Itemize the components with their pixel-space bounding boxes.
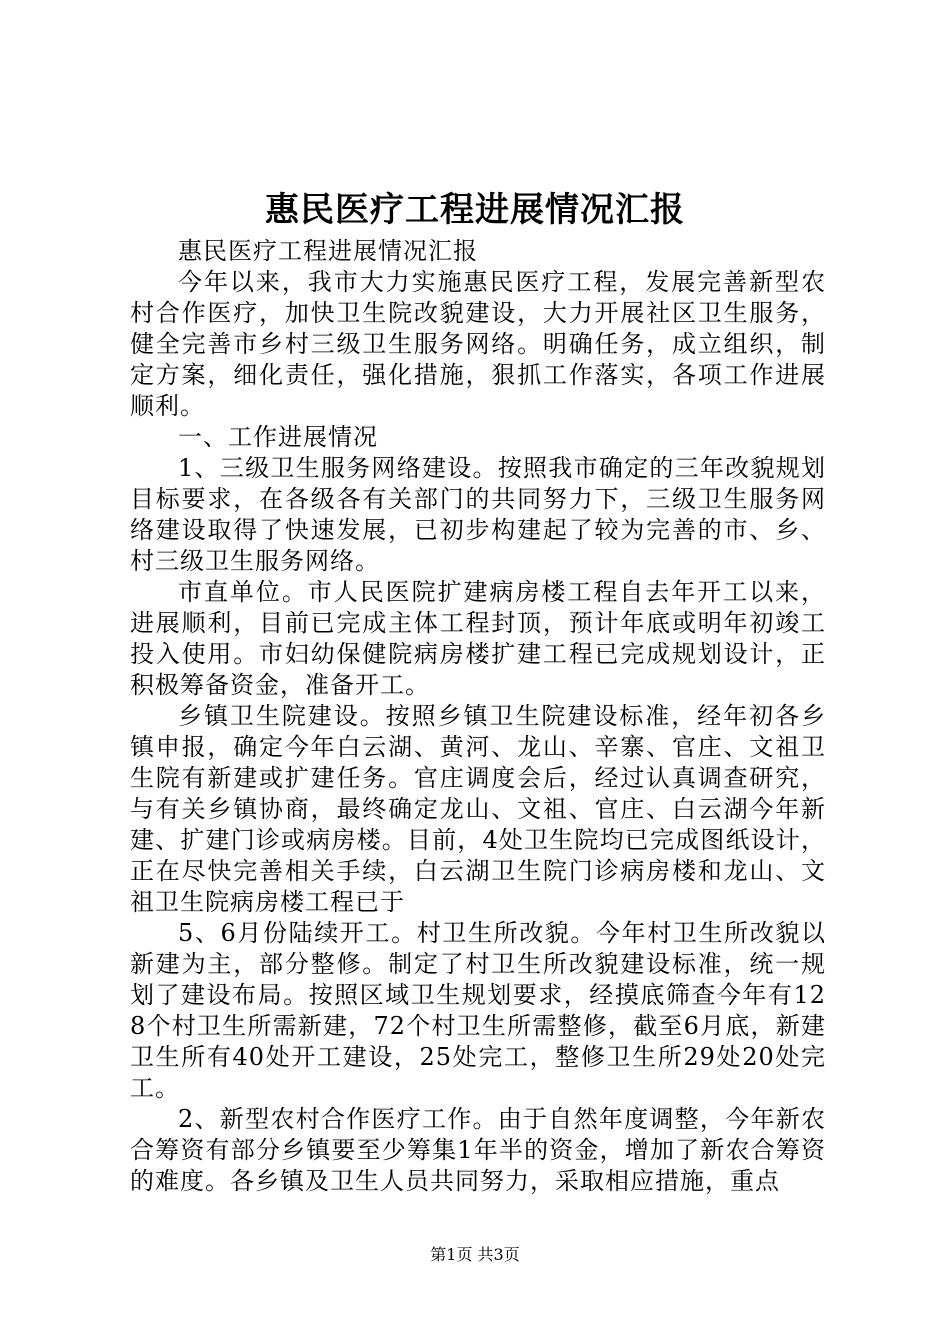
document-title: 惠民医疗工程进展情况汇报	[265, 190, 685, 230]
document-body	[130, 236, 826, 1197]
page-footer: 第1页 共3页	[430, 1245, 520, 1264]
paragraph-network: 1、三级卫生服务网络建设。按照我市确定的三年改貌规划目标要求，在各级各有关部门的共同努力下，三级卫生服务网络建设取得了快速发展，已初步构建起了较为完善的市、乡、村三级卫生服务网络。	[130, 454, 826, 575]
paragraph-rural-medical: 2、新型农村合作医疗工作。由于自然年度调整，今年新农合筹资有部分乡镇要至少筹集1年半的资金，增加了新农合筹资的难度。各乡镇及卫生人员共同努力，采取相应措施，重点	[130, 1105, 826, 1195]
paragraph-city-units: 市直单位。市人民医院扩建病房楼工程自去年开工以来，进展顺利，目前已完成主体工程封顶，预计年底或明年初竣工投入使用。市妇幼保健院病房楼扩建工程已完成规划设计，正积极筹备资金，准备开工。	[130, 578, 826, 699]
paragraph-subtitle: 惠民医疗工程进展情况汇报	[178, 237, 478, 265]
section-heading: 一、工作进展情况	[178, 423, 378, 451]
paragraph-township-hospitals: 乡镇卫生院建设。按照乡镇卫生院建设标准，经年初各乡镇申报，确定今年白云湖、黄河、龙山、辛寨、官庄、文祖卫生院有新建或扩建任务。官庄调度会后，经过认真调查研究，与有关乡镇协商，最终确定龙山、文祖、官庄、白云湖今年新建、扩建门诊或病房楼。目前，4处卫生院均已完成图纸设计，正在尽快完善相关手续，白云湖卫生院门诊病房楼和龙山、文祖卫生院病房楼工程已于	[130, 702, 826, 916]
paragraph-intro: 今年以来，我市大力实施惠民医疗工程，发展完善新型农村合作医疗，加快卫生院改貌建设，大力开展社区卫生服务，健全完善市乡村三级卫生服务网络。明确任务，成立组织，制定方案，细化责任，强化措施，狠抓工作落实，各项工作进展顺利。	[130, 268, 826, 420]
paragraph-village-clinics: 5、6月份陆续开工。村卫生所改貌。今年村卫生所改貌以新建为主，部分整修。制定了村卫生所改貌建设标准，统一规划了建设布局。按照区域卫生规划要求，经摸底筛查今年有128个村卫生所需新建，72个村卫生所需整修，截至6月底，新建卫生所有40处开工建设，25处完工，整修卫生所29处20处完工。	[130, 919, 826, 1102]
